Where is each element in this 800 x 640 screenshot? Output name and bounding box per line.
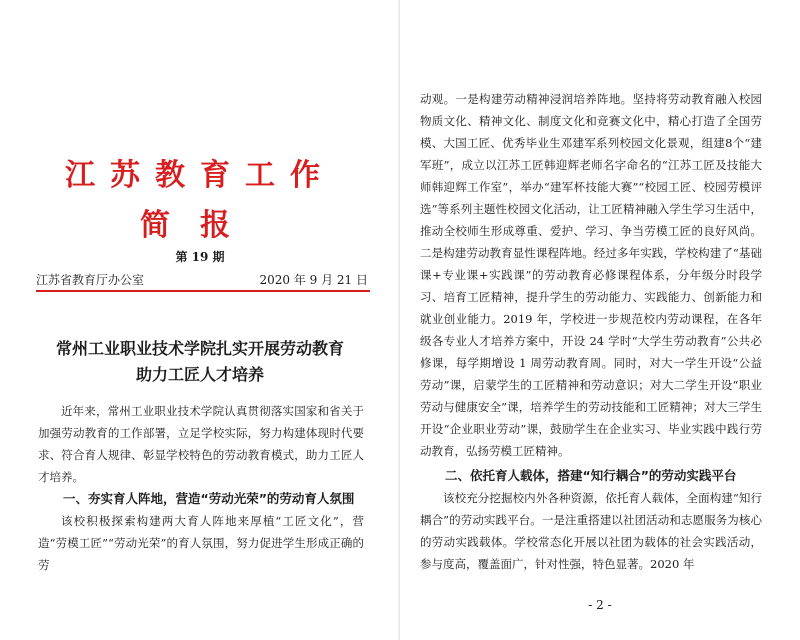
- article-headline: [40, 336, 360, 388]
- right-body: [420, 88, 762, 575]
- issue-date: 2020 年 9 月 21 日: [259, 273, 368, 287]
- left-body: [38, 400, 364, 576]
- page-number: - 2 -: [588, 598, 612, 612]
- section-1-paragraph-continued: 动观。一是构建劳动精神浸润培养阵地。坚持将劳动教育融入校园物质文化、精神文化、制度文化和竞赛文化中，精心打造了全国劳模、大国工匠、优秀毕业生邓建军系列校园文化景观，组建8个“建军班”，成立以江苏工匠韩迎辉老师名字命名的“江苏工匠及技能大师韩迎辉工作室”，举办“建军杯技能大赛”“校园工匠、校园劳模评选”等系列主题性校园文化活动，让工匠精神融入学生学习生活中，推动全校师生形成尊重、爱护、学习、争当劳模工匠的良好风尚。二是构建劳动教育显性课程阵地。经过多年实践，学校构建了“基础课+专业课+实践课”的劳动教育必修课程体系，分年级分时段学习、培育工匠精神，提升学生的劳动能力、实践能力、创新能力和就业创业能力。2019 年，学校进一步规范校内劳动课程，在各年级各专业人才培养方案中，开设 24 学时“大学生劳动教育”公共必修课，每学期增设 1 周劳动教育周。同时，对大一学生开设“公益劳动”课，启蒙学生的工匠精神和劳动意识；对大二学生开设“职业劳动与健康安全”课，培养学生的劳动技能和工匠精神；对大三学生开设“企业职业劳动”课，鼓励学生在企业实习、毕业实践中践行劳动教育，弘扬劳模工匠精神。: [420, 92, 762, 458]
- issuer: 江苏省教育厅办公室: [36, 273, 145, 287]
- masthead-subtitle: 简报: [140, 208, 260, 243]
- section-1-paragraph-start: 该校积极探索构建两大育人阵地来厚植“工匠文化”，营造“劳模工匠”“劳动光荣”的育人氛围，努力促进学生形成正确的劳: [38, 514, 364, 572]
- masthead-red-rule: [36, 290, 370, 292]
- section-1-heading: 一、夯实育人阵地，营造“劳动光荣”的劳动育人氛围: [63, 491, 355, 506]
- section-2-paragraph: 该校充分挖掘校内外各种资源，依托育人载体，全面构建“知行耦合”的劳动实践平台。一是注重搭建以社团活动和志愿服务为核心的劳动实践载体。学校常态化开展以社团为载体的社会实践活动，参与度高，覆盖面广，针对性强，特色显著。2020 年: [420, 491, 762, 571]
- intro-paragraph: 近年来，常州工业职业技术学院认真贯彻落实国家和省关于加强劳动教育的工作部署，立足学校实际，努力构建体现时代要求、符合育人规律、彰显学校特色的劳动教育模式，助力工匠人才培养。: [38, 404, 364, 484]
- headline-line-2: 助力工匠人才培养: [135, 365, 264, 384]
- right-page: [400, 0, 800, 640]
- headline-line-1: 常州工业职业技术学院扎实开展劳动教育: [55, 339, 344, 358]
- masthead-title: 江苏教育工作: [65, 158, 335, 193]
- issue-info-row: [36, 271, 368, 288]
- section-2-heading: 二、依托育人载体，搭建“知行耦合”的劳动实践平台: [445, 468, 737, 483]
- issue-number: 第 19 期: [175, 250, 225, 264]
